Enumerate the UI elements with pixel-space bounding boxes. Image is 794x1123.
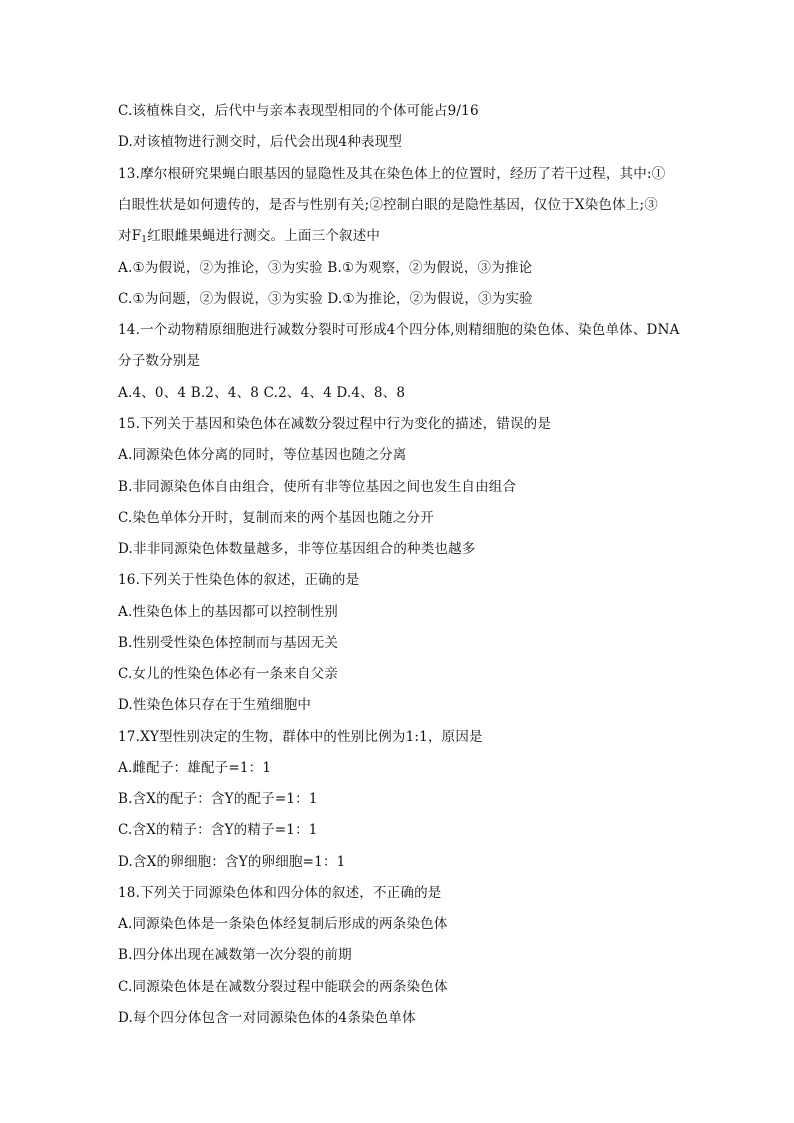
q13-stem-f-label: 对F xyxy=(118,228,142,244)
q14-stem-line-1: 14.一个动物精原细胞进行减数分裂时可形成4个四分体,则精细胞的染色体、染色单体、DNA xyxy=(118,322,680,338)
q16-option-d: D.性染色体只存在于生殖细胞中 xyxy=(118,697,312,713)
q17-option-a: A.雌配子：雄配子=1：1 xyxy=(118,760,272,776)
q18-stem: 18.下列关于同源染色体和四分体的叙述，不正确的是 xyxy=(118,885,442,901)
q14-stem-line-2: 分子数分别是 xyxy=(118,353,201,369)
q14-options: A.4、0、4 B.2、4、8 C.2、4、4 D.4、8、8 xyxy=(118,385,406,401)
q16-stem: 16.下列关于性染色体的叙述，正确的是 xyxy=(118,572,360,588)
q13-stem-line-2: 白眼性状是如何遗传的，是否与性别有关;②控制白眼的是隐性基因，仅位于X染色体上;③ xyxy=(118,197,658,213)
q17-option-b: B.含X的配子：含Y的配子=1：1 xyxy=(118,791,318,807)
q16-option-a: A.性染色体上的基因都可以控制性别 xyxy=(118,604,338,620)
q13-stem-line-3 xyxy=(118,226,380,250)
q17-option-c: C.含X的精子：含Y的精子=1：1 xyxy=(118,822,318,838)
q18-option-d: D.每个四分体包含一对同源染色体的4条染色单体 xyxy=(118,1010,416,1026)
q15-option-a: A.同源染色体分离的同时，等位基因也随之分离 xyxy=(118,447,407,463)
q17-option-d: D.含X的卵细胞：含Y的卵细胞=1：1 xyxy=(118,854,346,870)
q15-stem: 15.下列关于基因和染色体在减数分裂过程中行为变化的描述，错误的是 xyxy=(118,416,552,432)
q13-stem-line-1: 13.摩尔根研究果蝇白眼基因的显隐性及其在染色体上的位置时，经历了若干过程，其中:① xyxy=(118,166,666,182)
q18-option-a: A.同源染色体是一条染色体经复制后形成的两条染色体 xyxy=(118,916,448,932)
q13-options-ab: A.①为假说，②为推论，③为实验 B.①为观察，②为假说，③为推论 xyxy=(118,260,533,276)
q13-options-cd: C.①为问题，②为假说，③为实验 D.①为推论，②为假说，③为实验 xyxy=(118,291,533,307)
q16-option-b: B.性别受性染色体控制而与基因无关 xyxy=(118,635,339,651)
q15-option-b: B.非同源染色体自由组合，使所有非等位基因之间也发生自由组合 xyxy=(118,479,517,495)
q12-option-d: D.对该植物进行测交时，后代会出现4种表现型 xyxy=(118,134,403,150)
q12-option-c: C.该植株自交，后代中与亲本表现型相同的个体可能占9/16 xyxy=(118,103,479,119)
q17-stem: 17.XY型性别决定的生物，群体中的性别比例为1:1，原因是 xyxy=(118,729,483,745)
q16-option-c: C.女儿的性染色体必有一条来自父亲 xyxy=(118,666,339,682)
q18-option-b: B.四分体出现在减数第一次分裂的前期 xyxy=(118,947,352,963)
q18-option-c: C.同源染色体是在减数分裂过程中能联会的两条染色体 xyxy=(118,979,448,995)
q15-option-d: D.非非同源染色体数量越多，非等位基因组合的种类也越多 xyxy=(118,541,476,557)
q13-stem-f-subscript: 1 xyxy=(141,235,148,245)
q15-option-c: C.染色单体分开时，复制而来的两个基因也随之分开 xyxy=(118,510,434,526)
q13-stem-line-3-rest: 红眼雌果蝇进行测交。上面三个叙述中 xyxy=(147,228,381,244)
